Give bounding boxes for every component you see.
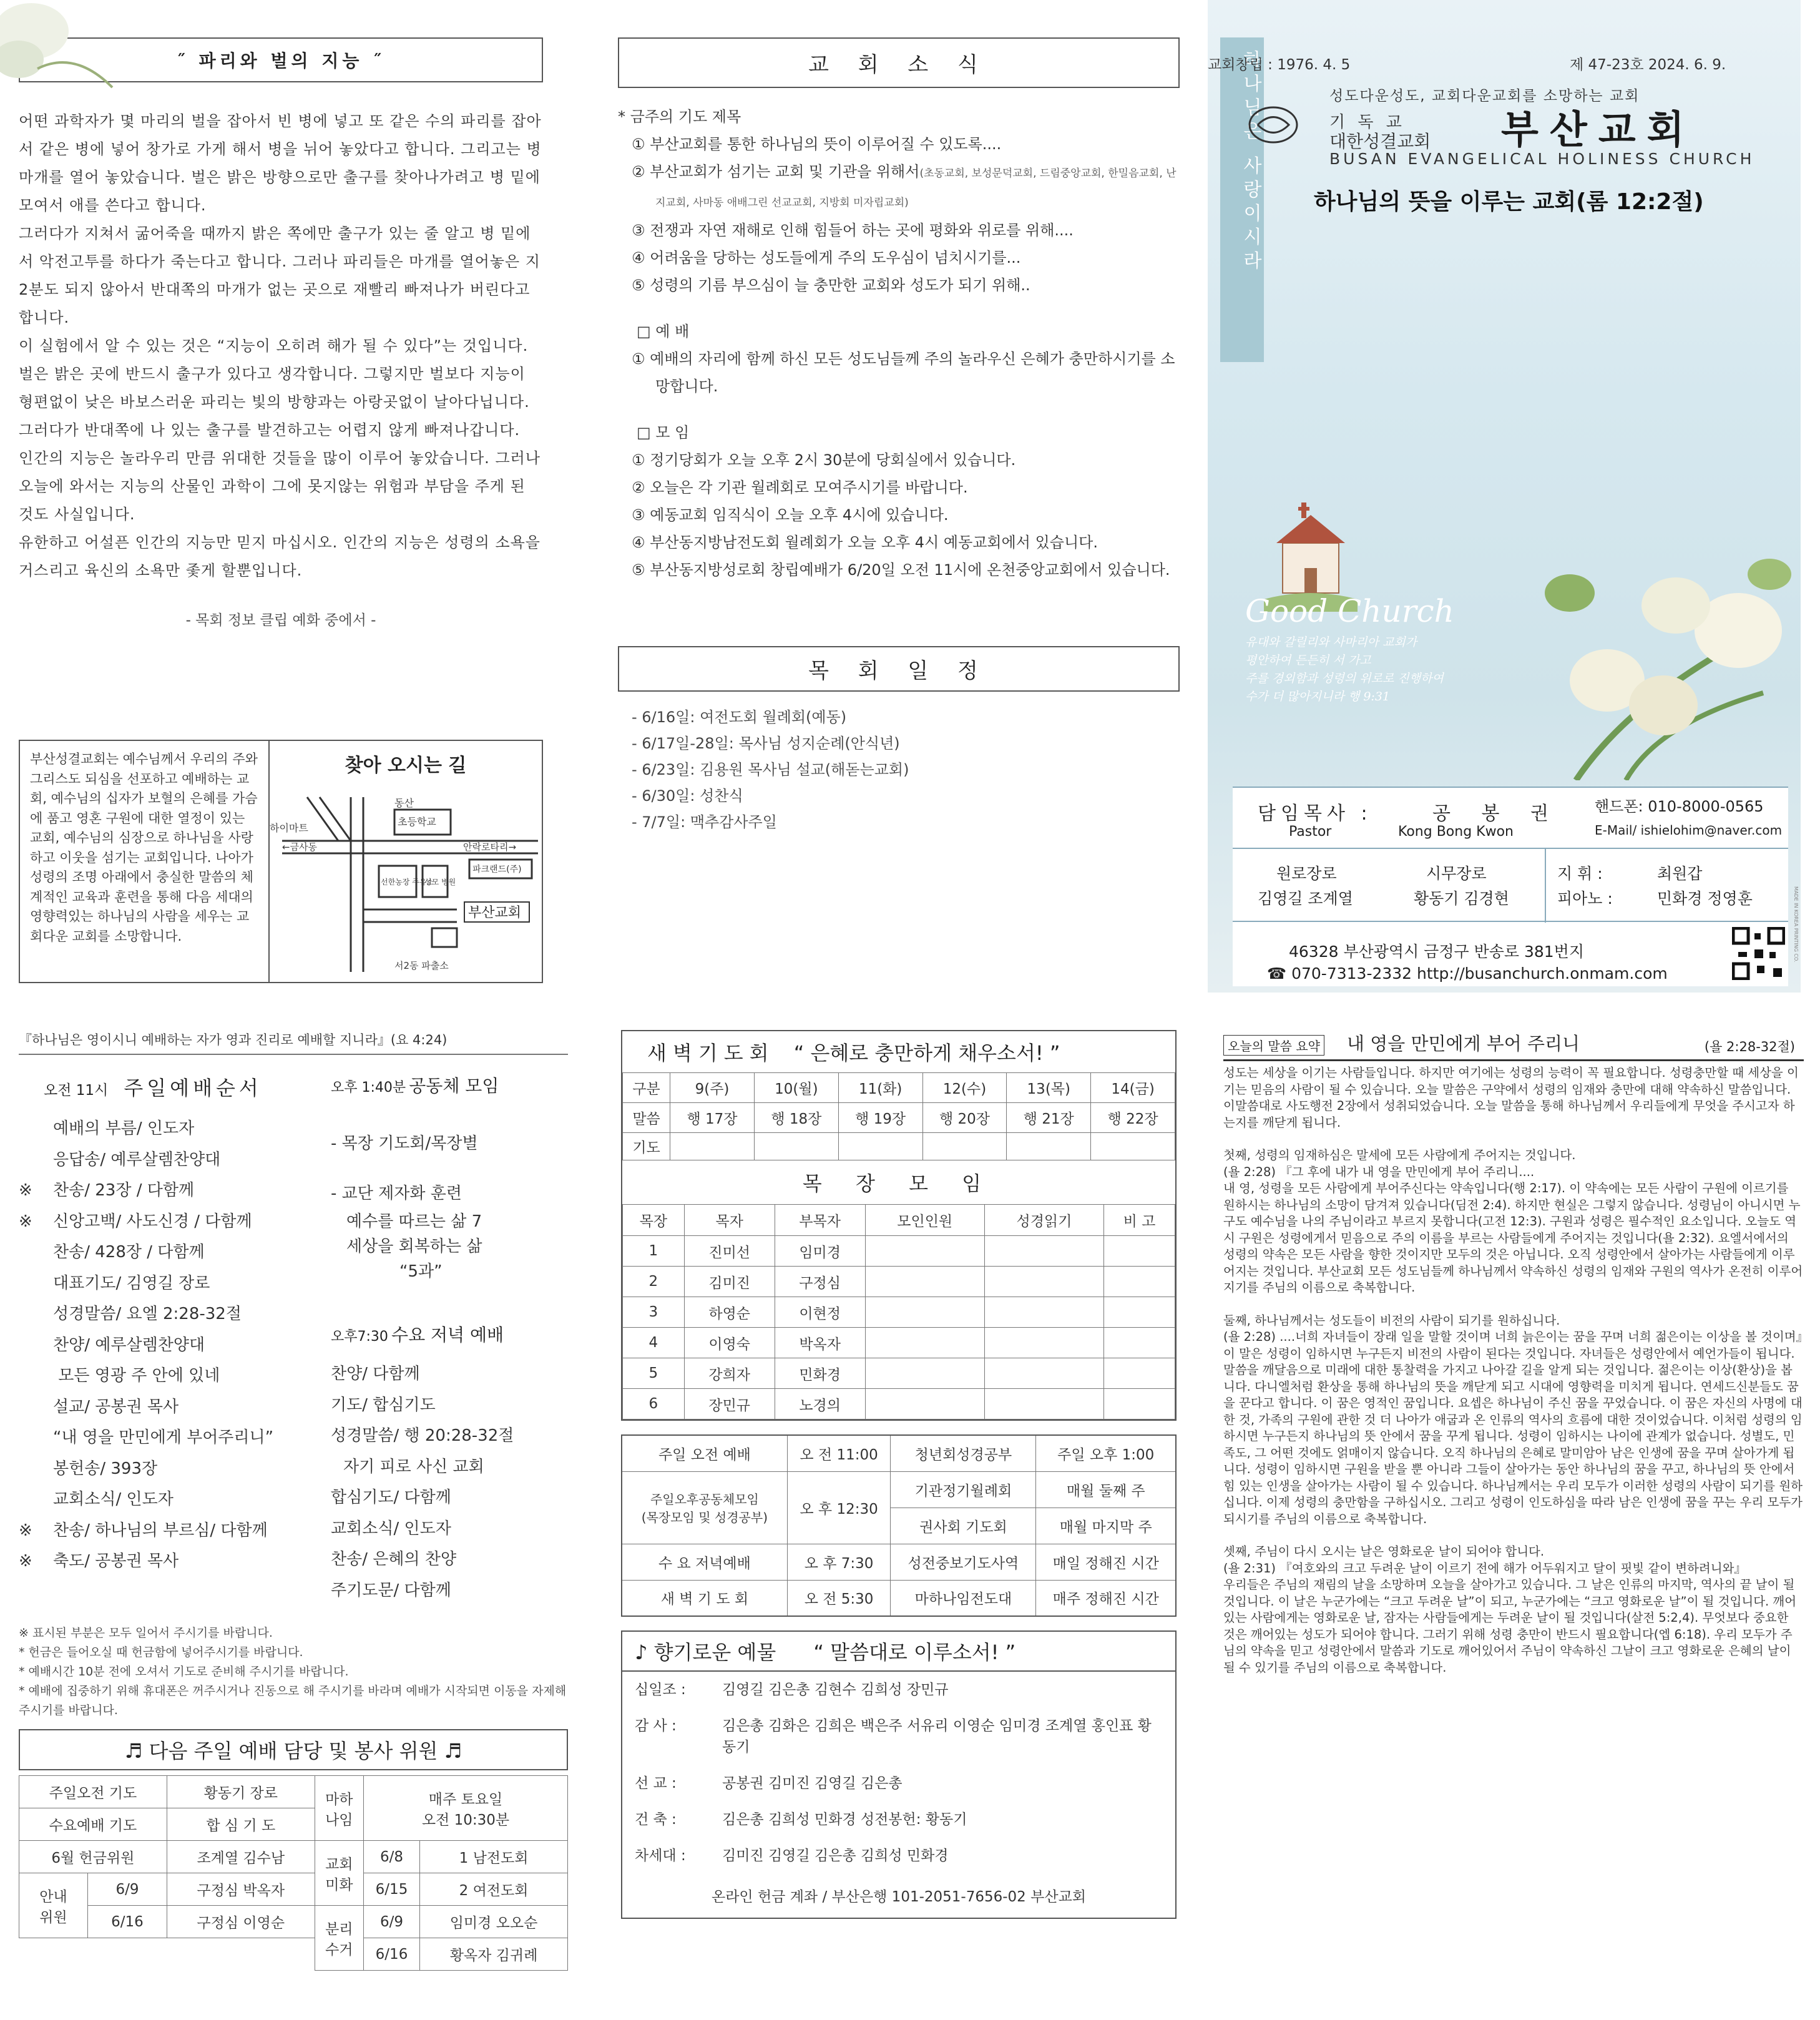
pm-list	[331, 1129, 568, 1284]
table-cell: 행 22장	[1091, 1103, 1175, 1133]
list-item: ② 오늘은 각 기관 월례회로 모여주시기를 바랍니다.	[632, 479, 968, 496]
church-english-name: BUSAN EVANGELICAL HOLINESS CHURCH	[1329, 150, 1755, 168]
mokjang-title: 목 장 모 임	[802, 1172, 996, 1195]
dawn-table	[622, 1072, 1175, 1160]
pastor-english-label: Pastor	[1289, 824, 1332, 840]
offering-list	[622, 1672, 1175, 1918]
duty-cell: 6/15	[363, 1873, 419, 1906]
list-item: 찬송/ 428장 / 다함께	[53, 1243, 205, 1262]
denomination-bottom: 대한성결교회	[1329, 131, 1431, 152]
mokjang-table	[622, 1204, 1175, 1419]
church-news-panel	[618, 37, 1180, 986]
issue-number: 제 47-23호 2024. 6. 9.	[1570, 57, 1726, 73]
list-item: 세상을 회복하는 삶	[346, 1237, 482, 1256]
duty-cell: 교회 미화	[315, 1841, 363, 1906]
duty-cell: 6/9	[363, 1906, 419, 1938]
table-cell: 11(화)	[838, 1073, 922, 1103]
masthead-panel	[1208, 0, 1801, 993]
church-vision: 부산성결교회는 예수님께서 우리의 주와 그리스도 되심을 선포하고 예배하는 교회, 예수님의 십자가 보혈의 은혜를 가슴에 품고 영혼 구원에 대한 열정이 있는 교회, 예수님의 심장으로 하나님을 사랑하고 이웃을 섬기는 교회입니다. 나아가 성령의 조명 아래에서 충실한 말씀의 체계적인 교육과 훈련을 통해 다음 세대의 영향력있는 하나님의 사람을 세우는 교회다운 교회를 소망합니다.	[20, 741, 270, 982]
pastor-email: E-Mail/ ishielohim@naver.com	[1595, 823, 1783, 838]
table-cell: 행 19장	[838, 1103, 922, 1133]
duty-cell: 6월 헌금위원	[19, 1841, 167, 1873]
map-label: 하이마트	[270, 822, 308, 834]
list-item: ① 정기당회가 오늘 오후 2시 30분에 당회실에서 있습니다.	[632, 451, 1016, 469]
table-row: 수 요 저녁예배 오 후 7:30 성전중보기도사역 매일 정해진 시간	[622, 1544, 1176, 1580]
list-item: 성경말씀/ 요엘 2:28-32절	[53, 1305, 242, 1323]
church-contact: ☎ 070-7313-2332 http://busanchurch.onmam.com	[1267, 964, 1668, 983]
table-cell: 부목자	[775, 1205, 865, 1236]
list-item: 십일조 : 김영길 김은총 김현수 김희성 장민규	[635, 1682, 949, 1698]
founded-date: 교회창립 : 1976. 4. 5	[1208, 57, 1351, 73]
list-item: - 7/7일: 맥추감사주일	[632, 813, 777, 831]
good-church-title: Good Church	[1245, 593, 1454, 629]
other-services	[331, 1072, 568, 1606]
offering-heading: ♪ 향기로운 예물 “ 말씀대로 이루소서! ”	[622, 1632, 1175, 1672]
list-item: 선 교 : 공봉권 김미진 김영길 김은총	[635, 1775, 903, 1792]
paragraph: 성도는 세상을 이기는 사람들입니다. 하지만 여기에는 성령의 능력이 꼭 필요합니다. 성령충만할 때 세상을 이기는 믿음의 사람이 될 수 있습니다. 오늘 말씀은 구약에서 성령의 임재와 충만에 대해 약속하신 말씀입니다. 이말씀대로 사도행전 2장에서 성취되었습니다. 오늘 말씀을 통해 하나님께서 우리들에게 무엇을 주시고자 하는지를 깨닫게 됩니다.	[1223, 1066, 1799, 1130]
conductor-label: 지 휘 :	[1557, 865, 1603, 883]
duty-cell: 2 여전도회	[420, 1873, 568, 1906]
table-cell: 비 고	[1104, 1205, 1175, 1236]
slogan: 성도다운성도, 교회다운교회를 소망하는 교회	[1329, 88, 1640, 104]
order-list	[19, 1114, 331, 1577]
meeting-list	[618, 446, 1180, 584]
list-item: 봉헌송/ 393장	[53, 1459, 158, 1478]
top-verse: 『하나님은 영이시니 예배하는 자가 영과 진리로 예배할 지니라』(요 4:24)	[19, 1030, 568, 1055]
table-row: 5 강희자 민화경	[623, 1358, 1175, 1389]
piano-names: 민화경 정영훈	[1657, 890, 1753, 908]
list-item: 찬양/ 다함께	[331, 1365, 420, 1383]
duty-cell: 주일오전 기도	[19, 1776, 167, 1808]
sermon-reference: (욜 2:28-32절)	[1704, 1039, 1795, 1054]
table-cell: 9(주)	[670, 1073, 755, 1103]
news-title: 교 회 소 식	[618, 37, 1180, 88]
duty-cell: 황동기 장로	[167, 1776, 315, 1808]
table-cell: 목장	[623, 1205, 685, 1236]
duty-cell: 황옥자 김귀례	[420, 1938, 568, 1971]
list-item: 예배의 부름/ 인도자	[53, 1119, 195, 1138]
sermon-body	[1223, 1065, 1809, 1676]
map-label: 서2동 파출소	[394, 960, 449, 971]
map-drawing	[270, 785, 542, 972]
duty-cell: 6/9	[88, 1873, 167, 1906]
active-elder-names: 황동기 김경현	[1414, 890, 1509, 908]
table-row: 2 김미진 구정심	[623, 1267, 1175, 1297]
duty-table	[19, 1775, 568, 1971]
list-item: ⑤ 부산동지방성로회 창립예배가 6/20일 오전 11시에 온천중앙교회에서 있습니다.	[632, 561, 1170, 579]
printer-mark: MADE IN KOREA PRINTING CO.	[1793, 886, 1799, 963]
table-row: 4 이영숙 박옥자	[623, 1328, 1175, 1358]
story-body	[19, 107, 543, 585]
duty-cell: 수요예배 기도	[19, 1808, 167, 1841]
list-item: 교회소식/ 인도자	[331, 1519, 451, 1538]
story-title: ˝ 파리와 벌의 지능 ˝	[19, 37, 543, 82]
church-info-box	[19, 740, 543, 983]
duty-cell: 합 심 기 도	[167, 1808, 315, 1841]
duty-cell: 구정심 이영순	[167, 1906, 315, 1938]
map-label: 동산	[394, 797, 414, 809]
paragraph: 인간의 지능은 놀라우리 만큼 위대한 것들을 많이 이루어 놓았습니다. 그러나 오늘에 와서는 지능의 산물인 과학이 그에 못지않는 위험과 부담을 주게 된 것도 사실입니다.	[19, 449, 541, 523]
map-label: 안락로타리→	[463, 841, 517, 853]
paragraph: 우리들은 주님의 재림의 날을 소망하며 오늘을 살아가고 있습니다. 그 날은 인류의 마지막, 역사의 끝 날이 될 것입니다. 이 날은 누군가에는 “크고 두려운 날”이 되고, 누군가에는 “크고 영화로운 날”이 될 것입니다. 깨어 있는 사람에게는 영화로운 날, 잠자는 사람들에게는 두려운 날이 될 것입니다(살전 5:2,4). 무엇보다 중요한 것은 깨어있는 성도가 되어야 합니다. 그러기 위해 성령 충만이 반드시 필요합니다(엡 6:18). 우리 모두가 주님의 약속을 믿고 성령안에서 말씀과 기도로 깨어있어서 주님이 약속하신 그날이 크고 영화로운 은혜의 날이 될 수 있기를 주님의 이름으로 축복합니다.	[1223, 1577, 1797, 1675]
table-cell: 10(월)	[754, 1073, 838, 1103]
table-cell: 기도	[623, 1133, 670, 1160]
wed-title: 수요 저녁 예배	[391, 1325, 504, 1345]
section-verse: (욜 2:31) 『여호와의 크고 두려운 날이 이르기 전에 해가 어두워지고 달이 핏빛 같이 변하려니와』	[1223, 1561, 1746, 1576]
list-item: ④ 부산동지방남전도회 월례회가 오늘 오후 4시 예동교회에서 있습니다.	[632, 534, 1098, 551]
list-item: 찬양/ 예루살렘찬양대	[53, 1335, 205, 1355]
pastor-label: 담임목사 :	[1258, 803, 1372, 825]
list-item: - 6/17일-28일: 목사님 성지순례(안식년)	[632, 735, 900, 752]
duty-cell: 구정심 박옥자	[167, 1873, 315, 1906]
list-item: “내 영을 만민에게 부어주리니”	[53, 1428, 274, 1447]
list-item: ④ 어려움을 당하는 성도들에게 주의 도우심이 넘치시기를...	[632, 249, 1021, 267]
section-heading: 셋째, 주님이 다시 오시는 날은 영화로운 날이 되어야 합니다.	[1223, 1544, 1545, 1559]
sermon-label: 오늘의 말씀 요약	[1223, 1035, 1324, 1056]
list-item: 예수를 따르는 삶 7	[346, 1212, 482, 1231]
map-label: 초등학교	[398, 816, 436, 828]
table-cell: 모인인원	[865, 1205, 984, 1236]
list-item: ② 부산교회가 섬기는 교회 및 기관을 위해서(초동교회, 보성문덕교회, 드림중앙교회, 한밀음교회, 난지교회, 사마동 애배그린 선교교회, 지방회 미자립교회)	[632, 163, 1177, 209]
table-row: 주일 오전 예배 오 전 11:00 청년회성경공부 주일 오후 1:00	[622, 1435, 1176, 1471]
table-cell: 구분	[623, 1073, 670, 1103]
wed-time: 오후7:30	[331, 1329, 388, 1345]
meeting-header: □ 모 임	[637, 424, 690, 441]
list-item: 찬송/ 은혜의 찬양	[331, 1550, 457, 1569]
story-panel	[19, 37, 543, 986]
bible-verse: 유대와 갈릴리와 사마리아 교회가 평안하여 든든히 서 가고 주를 경외함과 성령의 위로로 진행하여 수가 더 많아지니라 행 9:31	[1245, 635, 1444, 704]
conductor-name: 최원갑	[1657, 865, 1703, 883]
sermon-title: 내 영을 만민에게 부어 주리니	[1346, 1033, 1580, 1054]
table-cell: 14(금)	[1091, 1073, 1175, 1103]
service-times-table	[621, 1434, 1177, 1617]
list-item: ※ 찬송/ 23장 / 다함께	[19, 1181, 195, 1200]
church-name: 부산교회	[1501, 107, 1696, 152]
prayer-meeting-panel	[621, 1030, 1177, 2004]
duty-cell: 분리 수거	[315, 1906, 363, 1971]
table-cell: 행 21장	[1007, 1103, 1091, 1133]
section-heading: 첫째, 성령의 임재하심은 말세에 모든 사람에게 주어지는 것입니다.	[1223, 1148, 1576, 1162]
list-item: 응답송/ 예루살렘찬양대	[53, 1150, 221, 1169]
duty-cell: 마하 나임	[315, 1776, 363, 1841]
table-cell: 말씀	[623, 1103, 670, 1133]
note: * 헌금은 들어오실 때 헌금함에 넣어주시기를 바랍니다.	[19, 1645, 303, 1659]
list-item: ※ 축도/ 공봉권 목사	[19, 1552, 179, 1571]
table-row: 3 하영순 이현정	[623, 1297, 1175, 1328]
list-item: - 교단 제자화 훈련	[331, 1184, 462, 1203]
map-label: 선한농장 주유소	[381, 878, 434, 886]
service-time: 오전 11시	[44, 1082, 109, 1099]
list-item: 성경말씀/ 행 20:28-32절	[331, 1426, 514, 1445]
list-item: - 6/23일: 김용원 목사님 설교(해돋는교회)	[632, 761, 909, 778]
prayer-list	[618, 130, 1180, 299]
list-item: 차세대 : 김미진 김영길 김은총 김희성 민화경	[635, 1848, 949, 1864]
map-label: 성모 병원	[424, 878, 456, 886]
elder-names: 김영길 조계열	[1258, 890, 1353, 908]
note: * 예배에 집중하기 위해 휴대폰은 꺼주시거나 진동으로 해 주시기를 바라며 예배가 시작되면 이동을 자제해 주시기를 바랍니다.	[19, 1684, 567, 1717]
list-item: ※ 찬송/ 하나님의 부르심/ 다함께	[19, 1521, 268, 1540]
table-cell: 행 17장	[670, 1103, 755, 1133]
wed-list	[331, 1359, 568, 1606]
flower-decoration-icon	[0, 0, 125, 106]
table-row: 1 진미선 임미경	[623, 1236, 1175, 1267]
pm-time: 오후 1:40분	[331, 1080, 406, 1096]
table-cell: 행 20장	[922, 1103, 1007, 1133]
table-cell: 목자	[684, 1205, 775, 1236]
prayer-header: * 금주의 기도 제목	[618, 108, 741, 125]
list-item: 자기 피로 사신 교회	[343, 1457, 484, 1476]
list-item: ③ 전쟁과 자연 재해로 인해 힘들어 하는 곳에 평화와 위로를 위해....	[632, 222, 1074, 239]
list-item: 기도/ 합심기도	[331, 1395, 436, 1414]
list-item: - 6/30일: 성찬식	[632, 787, 743, 805]
paragraph: 유한하고 어설픈 인간의 지능만 믿지 마십시오. 인간의 지능은 성령의 소욕을 거스리고 육신의 소욕만 좇게 할뿐입니다.	[19, 534, 541, 579]
schedule-list	[618, 704, 1180, 835]
list-item: - 목장 기도회/목장별	[331, 1134, 478, 1153]
list-item: 교회소식/ 인도자	[53, 1490, 174, 1509]
table-row: 주일오후공동체모임 (목장모임 및 성경공부) 오 후 12:30 기관정기월례회 매월 둘째 주	[622, 1471, 1176, 1508]
list-item: 건 축 : 김은총 김희성 민화경 성전봉헌: 황동기	[635, 1812, 967, 1828]
list-item: 대표기도/ 김영길 장로	[53, 1273, 210, 1293]
table-row: 새 벽 기 도 회 오 전 5:30 마하나임전도대 매주 정해진 시간	[622, 1580, 1176, 1616]
duty-cell: 6/16	[363, 1938, 419, 1971]
duty-cell: 임미경 오오순	[420, 1906, 568, 1938]
qr-code-icon	[1732, 927, 1785, 980]
offering-account: 온라인 헌금 계좌 / 부산은행 101-2051-7656-02 부산교회	[711, 1889, 1087, 1905]
paragraph: 이 실험에서 알 수 있는 것은 “지능이 오히려 해가 될 수 있다”는 것입니다. 벌은 밝은 곳에 반드시 출구가 있다고 생각합니다. 그렇지만 벌보다 지능이 형편없이 낮은 바보스러운 파리는 빛의 방향과는 아랑곳없이 날아다닙니다. 그러다가 반대쪽에 나 있는 출구를 발견하고는 어렵지 않게 빠져나갑니다.	[19, 337, 530, 439]
duty-cell: 6/16	[88, 1906, 167, 1938]
staff-info	[1233, 787, 1788, 986]
map-label: 파크랜드(주)	[472, 865, 522, 875]
active-elder-label: 시무장로	[1426, 865, 1487, 883]
vertical-motto: 하나님은 사랑이시라	[1220, 37, 1264, 362]
list-item: 감 사 : 김은총 김화은 김희은 백은주 서유리 이영순 임미경 조계열 홍인표 황동기	[635, 1718, 1152, 1755]
map-label: ←금사동	[282, 841, 318, 853]
paragraph: 그러다가 지쳐서 굶어죽을 때까지 밝은 쪽에만 출구가 있는 줄 알고 병 밑에서 악전고투를 하다가 죽는다고 합니다. 그러나 파리들은 마개를 열어놓은 지 2분도 되지 않아서 반대쪽의 마개가 없는 곳으로 재빨리 빠져나가 버린다고 합니다.	[19, 225, 541, 326]
map-label-church: 부산교회	[468, 905, 522, 921]
list-item: ③ 예동교회 임직식이 오늘 오후 4시에 있습니다.	[632, 506, 949, 524]
list-item: 주기도문/ 다함께	[331, 1581, 451, 1600]
worship-header: □ 예 배	[637, 323, 690, 340]
list-item: ① 예배의 자리에 함께 하신 모든 성도님들께 주의 놀라우신 은혜가 충만하시기를 소망합니다.	[632, 350, 1175, 395]
notes	[19, 1624, 568, 1720]
church-address: 46328 부산광역시 금정구 반송로 381번지	[1289, 943, 1584, 961]
church-logo-icon	[1245, 103, 1301, 147]
offering-box	[621, 1630, 1177, 1919]
worship-order-panel	[19, 1030, 568, 2004]
paragraph: 어떤 과학자가 몇 마리의 벌을 잡아서 빈 병에 넣고 또 같은 수의 파리를 잡아서 같은 병에 넣어 창가로 가게 해서 병을 뉘어 놓았다고 합니다. 그리고는 병마개를 열어 놓았습니다. 벌은 밝은 방향으로만 출구를 찾아나가려고 병 밑에 모여서 애를 쓴다고 합니다.	[19, 112, 542, 214]
pm-title: 공동체 모임	[409, 1076, 499, 1096]
schedule-title: 목 회 일 정	[618, 646, 1180, 692]
worship-list	[618, 345, 1180, 400]
paragraph: 이 말은 성령이 임하시면 누구든지 비전의 사람이 된다는 것입니다. 자녀들은 성령안에서 예언가들이 됩니다. 말씀을 깨달음으로 미래에 대한 통찰력을 가지고 나아갈 길을 알게 되는 것입니다. 젊은이는 이상(환상)을 봅니다. 다니엘처럼 환상을 통해 하나님의 뜻을 깨닫게 되고 시대에 영향력을 미치게 됩니다. 연세드신분들도 꿈을 꾼다고 합니다. 이 꿈은 영적인 꿈입니다. 요셉은 하나님이 주신 꿈을 꾸었습니다. 이 꿈은 자신의 사명에 대한 것, 가족의 구원에 관한 것 더 나아가 애굽과 온 인류의 역사의 흐름에 대한 것이었습니다. 이처럼 성령의 임하시면 누구든지 하나님의 뜻 안에서 꿈을 꾸게 됩니다. 성령이 임하시는 나이에 관계가 없습니다. 성별도, 민족도, 그 어떤 것에도 얽매이지 않습니다. 오직 하나님의 은혜로 말미암아 남은 인생에 꿈을 꾸며 살아가게 됩니다. 성령이 임하시면 구원을 받을 뿐 아니라 그들이 살아가는 동안 하나님의 꿈을 꾸고, 하나님의 뜻 안에서 힘 있는 인생을 살아가는 사람이 될 수 있습니다. 하나님께서는 우리 모두가 이러한 성령의 사람이 되기를 원하십니다. 이제 성령의 충만함을 구하십시오. 그리고 성령이 인도하심을 따라 남은 인생에 꿈을 꾸는 우리 모두가 되시기를 주님의 이름으로 축복합니다.	[1223, 1346, 1803, 1526]
section-verse: (욜 2:28) 『그 후에 내가 내 영을 만민에게 부어 주리니....	[1223, 1164, 1535, 1179]
denomination-top: 기 독 교	[1329, 113, 1406, 132]
list-item: 합심기도/ 다함께	[331, 1488, 451, 1507]
flower-bouquet-icon	[1501, 518, 1794, 780]
note: * 예배시간 10분 전에 오셔서 기도로 준비해 주시기를 바랍니다.	[19, 1665, 349, 1679]
pastor-phone: 핸드폰: 010-8000-0565	[1595, 798, 1764, 815]
list-item: 모든 영광 주 안에 있네	[53, 1366, 220, 1385]
duty-cell: 안내 위원	[19, 1873, 88, 1938]
section-heading: 둘째, 하나님께서는 성도들이 비전의 사람이 되기를 원하십니다.	[1223, 1313, 1560, 1328]
map-title: 찾아 오시는 길	[345, 755, 467, 777]
list-item: - 6/16일: 여전도회 월례회(예동)	[632, 708, 847, 726]
list-item: ① 부산교회를 통한 하나님의 뜻이 이루어질 수 있도록....	[632, 135, 1002, 153]
elder-label: 원로장로	[1276, 865, 1337, 883]
piano-label: 피아노 :	[1557, 890, 1613, 908]
dawn-heading: 새벽기도회 “ 은혜로 충만하게 채우소서! ”	[647, 1041, 1060, 1065]
table-row: 6 장민규 노경의	[623, 1389, 1175, 1419]
duty-cell: 6/8	[363, 1841, 419, 1873]
sunday-service	[19, 1072, 331, 1606]
table-cell: 성경읽기	[984, 1205, 1103, 1236]
table-cell: 행 18장	[754, 1103, 838, 1133]
list-item: ⑤ 성령의 기름 부으심이 늘 충만한 교회와 성도가 되기 위해..	[632, 277, 1030, 294]
sermon-header	[1223, 1030, 1804, 1061]
table-cell: 12(수)	[922, 1073, 1007, 1103]
table-row: 권사회 기도회 매월 마지막 주	[622, 1508, 1176, 1544]
pastor-english-name: Kong Bong Kwon	[1398, 824, 1514, 840]
paragraph: 내 영, 성령을 모든 사람에게 부어주신다는 약속입니다(행 2:17). 이 약속에는 모든 사람이 구원에 이르기를 원하시는 하나님의 소망이 담겨져 있습니다(딤전 2:4). 하지만 현실은 그렇지 않습니다. 성령님이 아니시면 누구도 예수님을 나의 주님이라고 부르지 못합니다(고전 12:3). 구원과 성령은 필수적인 요소입니다. 오늘도 역시 구원은 성령에게서 믿음으로 주의 이름을 부르는 사람들에게 주어지는 것입니다(욜 2:32). 요엘서에서의 성령의 약속은 모든 사람을 향한 것이지만 모두의 것은 아닙니다. 오직 성령안에서 살아가는 사람들에게 이루어지는 것입니다. 부산교회 모든 성도님들께 하나님께서 약속하신 성령의 임재와 구원의 역사가 온전히 이루어지기를 주님의 이름으로 축복합니다.	[1223, 1181, 1803, 1295]
duty-cell: 매주 토요일 오전 10:30분	[363, 1776, 567, 1841]
church-motto: 하나님의 뜻을 이루는 교회(롬 12:2절)	[1314, 189, 1704, 215]
duty-title: ♬ 다음 주일 예배 담당 및 봉사 위원 ♬	[19, 1729, 568, 1770]
note: ※ 표시된 부분은 모두 일어서 주시기를 바랍니다.	[19, 1626, 273, 1640]
duty-cell: 1 남전도회	[420, 1841, 568, 1873]
dawn-prayer-box	[621, 1030, 1177, 1421]
table-cell: 13(목)	[1007, 1073, 1091, 1103]
service-title: 주일예배순서	[124, 1076, 262, 1100]
sermon-summary-panel	[1223, 1030, 1809, 2004]
pastor-name: 공 봉 권	[1432, 803, 1562, 825]
story-source: - 목회 정보 클립 예화 중에서 -	[185, 612, 376, 629]
list-item: ※ 신앙고백/ 사도신경 / 다함께	[19, 1212, 252, 1231]
section-verse: (욜 2:28) ....너희 자녀들이 장래 일을 말할 것이며 너희 늙은이는 꿈을 꾸며 너희 젊은이는 이상을 볼 것이며』	[1223, 1330, 1809, 1344]
list-item: 설교/ 공봉권 목사	[53, 1397, 179, 1416]
directions-map	[270, 741, 542, 982]
list-item: “5과”	[399, 1262, 443, 1281]
duty-cell: 조계열 김수남	[167, 1841, 315, 1873]
